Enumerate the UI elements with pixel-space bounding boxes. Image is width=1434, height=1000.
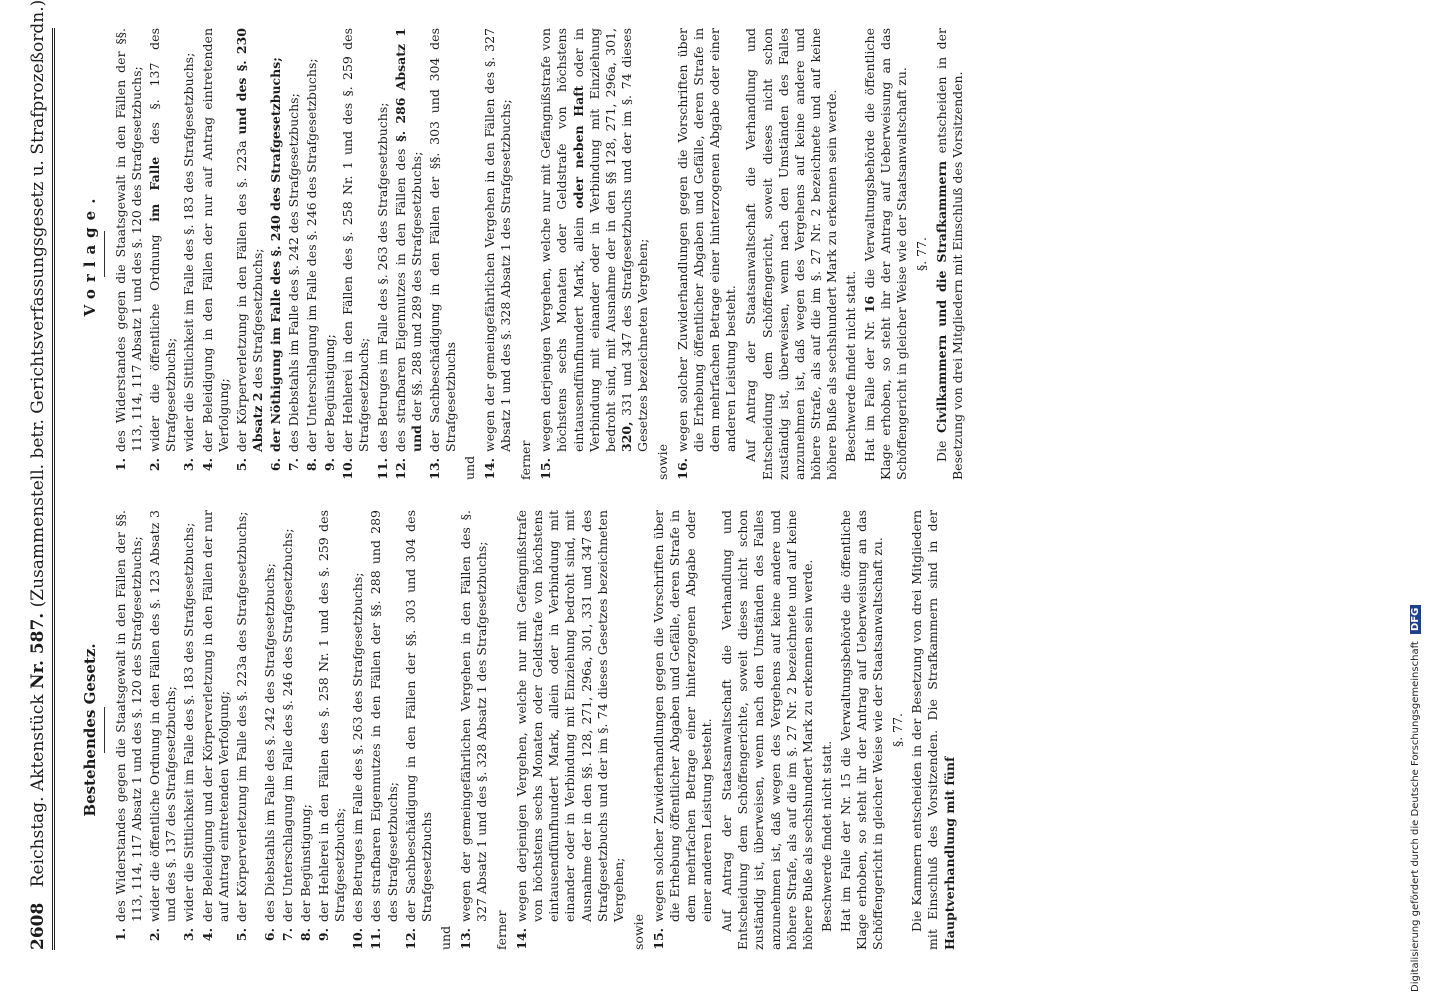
title-rule <box>104 231 105 277</box>
right-items-a <box>113 28 284 480</box>
paragraph-chambers: Die Kammern entscheiden in der Besetzung von drei Mitgliedern mit Einschluß des Vorsitzenden. Die Strafkammern sind in der Hauptverhandlung mit fünf <box>909 510 957 950</box>
connector-sowie: sowie <box>655 443 670 480</box>
column-title-existing-law: Bestehendes Gesetz. <box>81 643 99 817</box>
list-item: 5. der Körperverletzung in den Fällen des §. 223a und des §. 230 Absatz 2 des Strafgesetzbuchs; <box>233 27 265 472</box>
connector-und: und <box>437 925 453 950</box>
paragraph-transfer: Auf Antrag der Staatsanwaltschaft die Verhandlung und Entscheidung dem Schöffengerichte, soweit dieses nicht schon zuständig ist, überweisen, wenn nach den Umständen des Falles anzunehmen ist, daß wegen des Vergehens auf keine andere und höhere Strafe, als auf die im §. 27 Nr. 2 bezeichnete und auf keine höhere Buße als sechshundert Mark zu erkennen sein werde. <box>719 510 815 950</box>
paragraph-complaint: Beschwerde findet nicht statt. <box>843 270 859 462</box>
list-item: 11. des Betruges im Falle des §. 263 des Strafgesetzbuchs; <box>374 102 390 480</box>
funding-credit-text: Digitalisierung gefördert durch die Deutsche Forschungsgemeinschaft <box>1410 641 1421 992</box>
list-item: 1. des Widerstandes gegen die Staatsgewalt in den Fällen der §§. 113, 114, 117 Absatz 1 und des §. 120 des Strafgesetzbuchs; <box>113 28 145 472</box>
list-item: 4. der Beleidigung in den Fällen der nur auf Antrag eintretenden Verfolgung; <box>199 28 231 472</box>
list-item: 3. wider die Sittlichkeit im Falle des §. 183 des Strafgesetzbuchs; <box>181 52 197 472</box>
title-rule <box>104 707 105 753</box>
list-item: 7. der Unterschlagung im Falle des §. 246 des Strafgesetzbuchs; <box>279 528 295 942</box>
right-items-b <box>286 28 459 480</box>
header-title-post: (Zusammenstell. betr. Gerichtsverfassungsgesetz u. Strafprozeßordn.) <box>28 0 48 613</box>
list-item: 15. wegen derjenigen Vergehen, welche nur mit Gefängnißstrafe von höchstens sechs Monaten oder Geldstrafe von höchstens eintausendfünfhundert Mark, allein oder neben Haft oder in Verbindung mit einander oder in Verbindung mit Einziehung bedroht sind, mit Ausnahme der in den §§ 128, 271, 296a, 301, 320, 331 und 347 des Strafgesetzbuchs und der im §. 74 dieses Gesetzes bezeichneten Vergehen; <box>538 28 650 480</box>
list-item: 7. des Diebstahls im Falle des §. 242 des Strafgesetzbuchs; <box>286 93 302 472</box>
header-title-pre: Reichstag. Aktenstück <box>28 688 48 888</box>
page-header <box>28 0 55 950</box>
list-item: 10. der Hehlerei in den Fällen des §. 258 Nr. 1 und des §. 259 des Strafgesetzbuchs; <box>340 28 372 480</box>
column-title-proposal: Vorlage. <box>81 191 99 317</box>
list-item: 9. der Hehlerei in den Fällen des §. 258 Nr. 1 und des §. 259 des Strafgesetzbuchs; <box>316 510 348 942</box>
list-item: 4. der Beleidigung und der Körperverletzung in den Fällen der nur auf Antrag eintretenden Verfolgung; <box>199 510 231 942</box>
connector-ferner: ferner <box>518 440 534 480</box>
paragraph-transfer: Auf Antrag der Staatsanwaltschaft die Verhandlung und Entscheidung dem Schöffengericht, soweit dieses nicht schon zuständig ist, überweisen, wenn nach den Umständen des Falles anzunehmen ist, daß wegen des Vergehens auf keine andere und höhere Strafe, als auf die im §. 27 Nr. 2 bezeichnete und auf keine höhere Buße als sechshundert Mark zu erkennen sein werde. <box>743 28 839 480</box>
list-item: 14. wegen der gemeingefährlichen Vergehen in den Fällen des §. 327 Absatz 1 und des §. 328 Absatz 1 des Strafgesetzbuchs; <box>482 28 514 480</box>
list-item: 2. wider die öffentliche Ordnung im Falle des §. 137 des Strafgesetzbuchs; <box>147 28 179 472</box>
list-item: 8. der Unterschlagung im Falle des §. 246 des Strafgesetzbuchs; <box>304 58 320 472</box>
connector-ferner: ferner <box>494 910 510 950</box>
paragraph-complaint: Beschwerde findet nicht statt. <box>818 740 834 932</box>
paragraph-authority: Hat im Falle der Nr. 15 die Verwaltungsbehörde die öffentliche Klage erhoben, so steht ihr der Antrag auf Ueberweisung an das Schöffengericht in gleicher Weise wie der Staatsanwaltschaft zu. <box>837 510 886 950</box>
list-item: 12. der Sachbeschädigung in den Fällen der §§. 303 und 304 des Strafgesetzbuchs <box>402 510 434 950</box>
section-heading: §. 77. <box>890 712 906 748</box>
existing-law-column <box>80 510 961 950</box>
list-item: 11. des strafbaren Eigennutzes in den Fällen der §§. 288 und 289 des Strafgesetzbuchs; <box>368 510 400 950</box>
connector-und: und <box>461 455 477 480</box>
dfg-logo: DFG <box>1410 605 1421 634</box>
list-item: 16. wegen solcher Zuwiderhandlungen gegen die Vorschriften über die Erhebung öffentlicher Abgaben und Gefälle, deren Strafe in dem mehrfachen Betrage einer hinterzogenen Abgabe oder einer anderen Leistung besteht. <box>675 28 739 480</box>
list-item: 13. wegen der gemeingefährlichen Vergehen in den Fällen des §. 327 Absatz 1 und des §. 328 Absatz 1 des Strafgesetzbuchs; <box>457 510 489 950</box>
connector-sowie: sowie <box>630 913 646 950</box>
proposal-column <box>80 28 969 480</box>
left-items-a <box>113 510 250 950</box>
header-document-number: Nr. 587. <box>28 612 48 689</box>
section-heading: §. 77. <box>914 236 930 272</box>
page-number: 2608 <box>28 902 48 950</box>
list-item: 14. wegen derjenigen Vergehen, welche nur mit Gefängnißstrafe von höchstens sechs Monaten oder Geldstrafe von höchstens eintausendfünfhundert Mark, allein oder in Verbindung mit einander oder in Verbindung mit Einziehung bedroht sind, mit Ausnahme der in den §§. 128, 271, 296a, 301, 331 und 347 des Strafgesetzbuchs und der im §. 74 dieses Gesetzes bezeichneten Vergehen; <box>514 510 626 950</box>
list-item: 13. der Sachbeschädigung in den Fällen der §§. 303 und 304 des Strafgesetzbuchs <box>426 28 458 480</box>
list-item: 2. wider die öffentliche Ordnung in den Fällen des §. 123 Absatz 3 und des §. 137 des Strafgesetzbuchs; <box>147 510 179 942</box>
list-item: 8. der Begünstigung; <box>298 804 314 942</box>
list-item: 1. des Widerstandes gegen die Staatsgewalt in den Fällen der §§. 113, 114, 117 Absatz 1 und des §. 120 des Strafgesetzbuchs; <box>113 510 145 942</box>
list-item: 5. der Körperverletzung im Falle des §. 223a des Strafgesetzbuchs; <box>233 511 249 942</box>
paragraph-chambers: Die Civilkammern und die Strafkammern entscheiden in der Besetzung von drei Mitgliedern mit Einschluß des Vorsitzenden. <box>933 28 965 480</box>
list-item: 10. des Betruges im Falle des §. 263 des Strafgesetzbuchs; <box>350 572 366 950</box>
funding-credit <box>1410 605 1421 992</box>
left-items-b <box>262 510 435 950</box>
list-item: 15. wegen solcher Zuwiderhandlungen gegen die Vorschriften über die Erhebung öffentlicher Abgaben und Gefälle, deren Strafe in dem mehrfachen Betrage einer hinterzogenen Abgabe oder einer anderen Leistung besteht. <box>650 510 715 950</box>
list-item: 12. des strafbaren Eigennutzes in den Fällen des §. 286 Absatz 1 und der §§. 288 und 289 des Strafgesetzbuchs; <box>392 27 424 480</box>
list-item: 6. des Diebstahls im Falle des §. 242 des Strafgesetzbuchs; <box>261 563 277 942</box>
paragraph-authority: Hat im Falle der Nr. 16 die Verwaltungsbehörde die öffentliche Klage erhoben, so steht ihr der Antrag auf Ueberweisung an das Schöffengericht in gleicher Weise wie der Staatsanwaltschaft zu. <box>862 28 910 480</box>
list-item: 3. wider die Sittlichkeit im Falle des §. 183 des Strafgesetzbuchs; <box>181 522 197 942</box>
list-item: 6. der Nöthigung im Falle des §. 240 des Strafgesetzbuchs; <box>267 57 283 472</box>
list-item: 9. der Begünstigung; <box>322 334 338 472</box>
